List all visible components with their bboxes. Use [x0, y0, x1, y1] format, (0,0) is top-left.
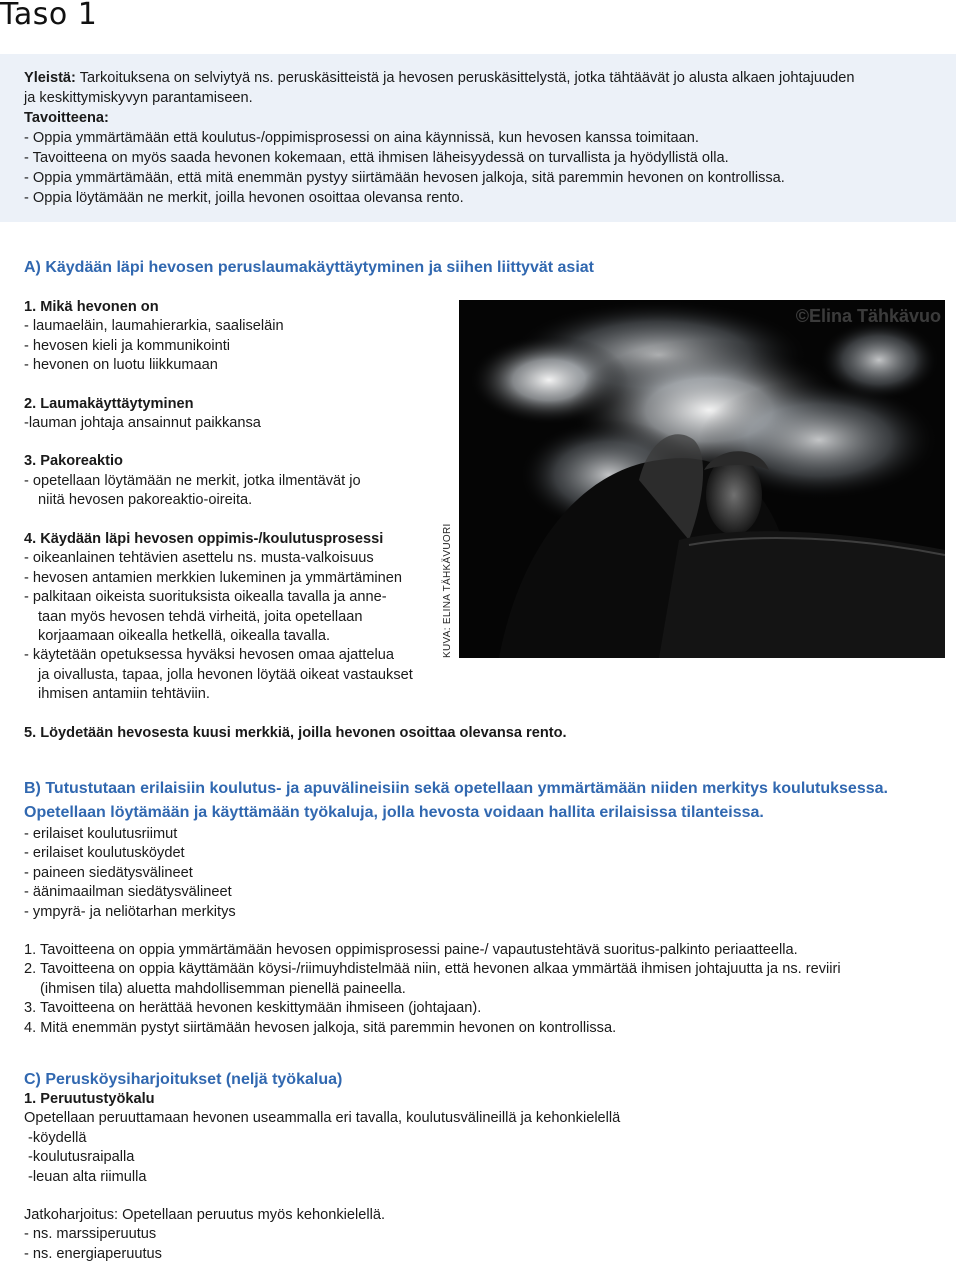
photo-credit: KUVA: ELINA TÄHKÄVUORI	[442, 523, 453, 658]
item4-title: 4. Käydään läpi hevosen oppimis-/koulutusprosessi	[24, 531, 384, 547]
section-c	[24, 1070, 620, 1264]
item1-line: - hevosen kieli ja kommunikointi	[24, 337, 231, 354]
item4-line: ihmisen antamiin tehtäviin.	[38, 686, 210, 703]
item4-line: taan myös hevosen tehdä virheitä, joita opetellaan	[38, 608, 363, 625]
item1-line: - hevonen on luotu liikkumaan	[24, 357, 218, 374]
section-c-extra: Jatkoharjoitus: Opetellaan peruutus myös kehonkielellä.	[24, 1207, 385, 1224]
tavoite-label: Tavoitteena:	[24, 110, 109, 126]
yleista-label: Yleistä:	[24, 70, 76, 86]
item4-line: - palkitaan oikeista suorituksista oikealla tavalla ja anne-	[24, 589, 387, 606]
item3-title: 3. Pakoreaktio	[24, 453, 123, 470]
yleista-text-continued: ja keskittymiskyvyn parantamiseen.	[24, 90, 253, 106]
tavoite-item: - Oppia ymmärtämään että koulutus-/oppimisprosessi on aina käynnissä, kun hevosen kanssa toimitaan.	[24, 130, 699, 146]
section-b	[24, 777, 888, 1038]
section-c-extra-line: - ns. marssiperuutus	[24, 1226, 157, 1243]
item4-line: - käytetään opetuksessa hyväksi hevosen omaa ajattelua	[24, 647, 394, 664]
item2-line: -lauman johtaja ansainnut paikkansa	[24, 415, 261, 432]
section-c-heading: C) Perusköysiharjoitukset (neljä työkalua)	[24, 1071, 343, 1088]
horse-photo-image	[459, 300, 945, 658]
section-c-subtitle: 1. Peruutustyökalu	[24, 1091, 155, 1107]
intro-box	[0, 54, 956, 222]
photo-watermark: ©Elina Tähkävuo	[795, 306, 941, 326]
yleista-text: Tarkoituksena on selviytyä ns. peruskäsitteistä ja hevosen peruskäsittelystä, jotka tähtäävät jo alusta alkaen johtajuuden	[75, 70, 855, 86]
tool-item: - erilaiset koulutusriimut	[24, 826, 178, 842]
section-b-heading-2: Opetellaan löytämään ja käyttämään työkaluja, jolla hevosta voidaan hallita erilaisissa tilanteissa.	[24, 804, 764, 821]
item5-title: 5. Löydetään hevosesta kuusi merkkiä, joilla hevonen osoittaa olevansa rento.	[24, 724, 567, 741]
goal-item: 2. Tavoitteena on oppia käyttämään köysi-/riimuyhdistelmää niin, että hevonen alkaa ymmärtää ihmisen johtajuutta ja ns. reviiri	[24, 961, 841, 978]
page-title: Taso 1	[0, 0, 98, 32]
goal-item: 3. Tavoitteena on herättää hevonen keskittymään ihmiseen (johtajaan).	[24, 1000, 482, 1017]
item4-line: - oikeanlainen tehtävien asettelu ns. musta-valkoisuus	[24, 550, 374, 567]
section-a-items-1-3	[24, 298, 361, 511]
goal-item: 4. Mitä enemmän pystyt siirtämään hevosen jalkoja, sitä paremmin hevonen on kontrollissa.	[24, 1019, 617, 1036]
intro-yleista-line	[24, 68, 932, 88]
goal-item: 1. Tavoitteena on oppia ymmärtämään hevosen oppimisprosessi paine-/ vapautustehtävä suoritus-palkinto periaatteella.	[24, 942, 798, 959]
section-a-heading: A) Käydään läpi hevosen peruslaumakäyttäytyminen ja siihen liittyvät asiat	[24, 259, 594, 276]
tool-item: - erilaiset koulutusköydet	[24, 845, 185, 862]
tavoite-item: - Oppia löytämään ne merkit, joilla hevonen osoittaa olevansa rento.	[24, 190, 464, 206]
item4-line: korjaamaan oikealla hetkellä, oikealla tavalla.	[38, 628, 331, 645]
section-c-line: -leuan alta riimulla	[24, 1168, 147, 1185]
section-b-heading-1: B) Tutustutaan erilaisiin koulutus- ja apuvälineisiin sekä opetellaan ymmärtämään niiden merkitys koulutuksessa.	[24, 780, 888, 797]
tavoite-item: - Tavoitteena on myös saada hevonen kokemaan, että ihmisen läheisyydessä on turvallista ja hyödyllistä olla.	[24, 150, 729, 166]
tool-item: - äänimaailman siedätysvälineet	[24, 884, 232, 901]
item3-line: niitä hevosen pakoreaktio-oireita.	[38, 492, 253, 509]
item2-title: 2. Laumakäyttäytyminen	[24, 395, 194, 412]
item1-title: 1. Mikä hevonen on	[24, 299, 159, 315]
section-c-line: -köydellä	[24, 1129, 87, 1146]
horse-photo	[459, 300, 945, 658]
section-c-line: -koulutusraipalla	[24, 1149, 135, 1166]
section-c-line: Opetellaan peruuttamaan hevonen useammalla eri tavalla, koulutusvälineillä ja kehonkielellä	[24, 1110, 621, 1127]
item3-line: - opetellaan löytämään ne merkit, jotka ilmentävät jo	[24, 472, 361, 489]
section-c-extra-line: - ns. energiaperuutus	[24, 1245, 162, 1262]
tool-item: - paineen siedätysvälineet	[24, 864, 193, 881]
tool-item: - ympyrä- ja neliötarhan merkitys	[24, 903, 236, 920]
item1-line: - laumaeläin, laumahierarkia, saaliseläin	[24, 318, 284, 335]
item4-line: ja oivallusta, tapaa, jolla hevonen löytää oikeat vastaukset	[38, 666, 413, 683]
item4-line: - hevosen antamien merkkien lukeminen ja ymmärtäminen	[24, 569, 402, 586]
tavoite-item: - Oppia ymmärtämään, että mitä enemmän pystyy siirtämään hevosen jalkoja, sitä paremmin hevonen on kontrollissa.	[24, 170, 785, 186]
goal-item: (ihmisen tila) aluetta mahdollisemman pienellä paineella.	[40, 980, 406, 997]
